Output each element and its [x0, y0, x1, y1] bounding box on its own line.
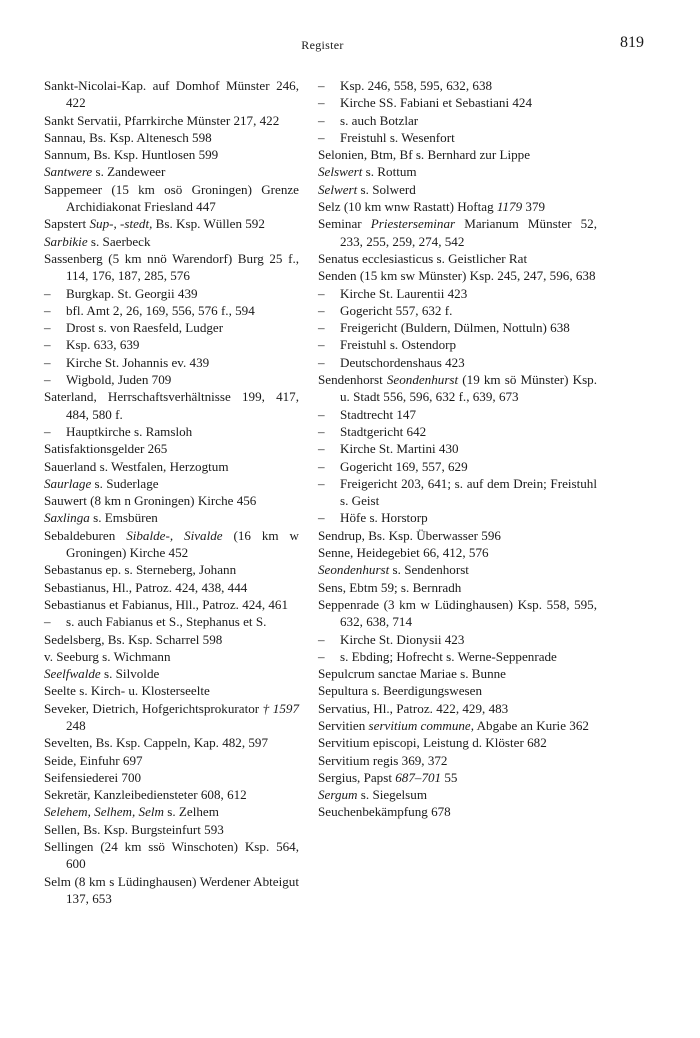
- index-subentry: [44, 354, 299, 371]
- index-entry: [44, 440, 299, 457]
- subentry-dash: –: [44, 285, 51, 301]
- entry-text: Seminar: [318, 216, 371, 232]
- index-entry: [44, 77, 299, 112]
- index-entry: [44, 181, 299, 216]
- index-subentry: [44, 302, 299, 319]
- entry-text: Freistuhl s. Ostendorp: [340, 337, 457, 353]
- index-entry: [44, 388, 299, 423]
- entry-text: Hauptkirche s. Ramsloh: [66, 423, 193, 439]
- entry-text: s. Siegelsum: [357, 787, 428, 803]
- entry-italic-text: Sarbikie: [44, 233, 88, 249]
- subentry-dash: –: [318, 423, 325, 439]
- entry-text: Höfe s. Horstorp: [340, 510, 428, 526]
- subentry-dash: –: [44, 372, 51, 388]
- index-entry: [44, 873, 299, 908]
- index-entry: [44, 561, 299, 578]
- entry-text: Drost s. von Raesfeld, Ludger: [66, 320, 224, 336]
- entry-text: Seifensiederei 700: [44, 769, 142, 785]
- entry-text: 379: [522, 199, 546, 215]
- index-entry: [318, 544, 597, 561]
- entry-italic-text: Sibalde-, Sivalde: [126, 527, 223, 543]
- entry-text: Sankt Servatii, Pfarrkirche Münster 217, 422: [44, 112, 280, 128]
- index-entry: [44, 215, 299, 232]
- entry-text: Sekretär, Kanzleibediensteter 608, 612: [44, 787, 247, 803]
- index-entry: [44, 838, 299, 873]
- index-subentry: [44, 371, 299, 388]
- subentry-dash: –: [318, 302, 325, 318]
- entry-text: Sauwert (8 km n Groningen) Kirche 456: [44, 493, 257, 509]
- entry-text: Saterland, Herrschaftsverhältnisse 199, 417, 484, 580 f.: [44, 389, 299, 422]
- entry-text: s. Ebding; Hofrecht s. Werne-Seppenrade: [340, 648, 557, 664]
- index-entry: [44, 665, 299, 682]
- index-subentry: [318, 631, 597, 648]
- entry-text: s. Silvolde: [100, 666, 160, 682]
- entry-text: Servatius, Hl., Patroz. 422, 429, 483: [318, 700, 509, 716]
- index-entry: [318, 527, 597, 544]
- entry-text: v. Seeburg s. Wichmann: [44, 648, 171, 664]
- entry-text: Sebaldeburen: [44, 527, 127, 543]
- entry-text: Sedelsberg, Bs. Ksp. Scharrel 598: [44, 631, 223, 647]
- entry-text: Senatus ecclesiasticus s. Geistlicher Rat: [318, 250, 528, 266]
- entry-text: s. Solwerd: [357, 181, 416, 197]
- index-entry: [318, 734, 597, 751]
- entry-text: Sankt-Nicolai-Kap. auf Domhof Münster 246, 422: [44, 78, 299, 111]
- index-subentry: [318, 302, 597, 319]
- index-entry: [44, 734, 299, 751]
- entry-text: Kirche SS. Fabiani et Sebastiani 424: [340, 95, 533, 111]
- entry-text: Ksp. 246, 558, 595, 632, 638: [340, 78, 493, 93]
- subentry-dash: –: [318, 112, 325, 128]
- entry-text: Burgkap. St. Georgii 439: [66, 285, 198, 301]
- index-subentry: [318, 354, 597, 371]
- subentry-dash: –: [44, 614, 51, 630]
- entry-italic-text: 1179: [496, 199, 523, 215]
- entry-text: Abgabe an Kurie 362: [474, 717, 589, 733]
- entry-italic-text: Selwert: [318, 181, 358, 197]
- entry-text: s. Suderlage: [91, 475, 159, 491]
- entry-text: Sappemeer (15 km osö Groningen) Grenze Archidiakonat Friesland 447: [44, 181, 299, 215]
- index-subentry: [44, 613, 299, 630]
- index-entry: [44, 752, 299, 769]
- index-entry: [44, 146, 299, 163]
- index-entry: [44, 821, 299, 838]
- index-entry: [318, 561, 597, 578]
- index-entry: [44, 492, 299, 509]
- entry-text: s. auch Fabianus et S., Stephanus et S.: [66, 614, 267, 630]
- index-entry: [318, 371, 597, 406]
- index-entry: [44, 769, 299, 786]
- entry-text: Sannau, Bs. Ksp. Altenesch 598: [44, 129, 212, 145]
- index-entry: [44, 631, 299, 648]
- index-subentry: [318, 406, 597, 423]
- entry-text: s. auch Botzlar: [340, 112, 419, 128]
- index-subentry: [318, 129, 597, 146]
- entry-text: Gogericht 557, 632 f.: [340, 302, 453, 318]
- index-subentry: [318, 458, 597, 475]
- index-subentry: [44, 336, 299, 353]
- index-entry: [318, 181, 597, 198]
- index-subentry: [318, 94, 597, 111]
- index-subentry: [318, 112, 597, 129]
- index-entry: [318, 579, 597, 596]
- entry-text: Seuchenbekämpfung 678: [318, 804, 451, 820]
- entry-text: Sassenberg (5 km nnö Warendorf) Burg 25 f., 114, 176, 187, 285, 576: [44, 250, 299, 284]
- entry-text: Servitium episcopi, Leistung d. Klöster 682: [318, 735, 547, 751]
- index-subentry: [318, 423, 597, 440]
- entry-italic-text: Sergum: [318, 787, 358, 803]
- entry-text: Deutschordenshaus 423: [340, 354, 465, 370]
- entry-italic-text: Seondenhurst: [318, 562, 390, 578]
- index-subentry: [318, 285, 597, 302]
- entry-text: Wigbold, Juden 709: [66, 372, 172, 388]
- entry-text: Gogericht 169, 557, 629: [340, 458, 468, 474]
- entry-text: Seelte s. Kirch- u. Klosterseelte: [44, 683, 210, 699]
- index-entry: [318, 250, 597, 267]
- subentry-dash: –: [44, 320, 51, 336]
- entry-text: Sannum, Bs. Ksp. Huntlosen 599: [44, 147, 219, 163]
- entry-text: Senne, Heidegebiet 66, 412, 576: [318, 545, 489, 561]
- entry-text: s. Emsbüren: [89, 510, 158, 526]
- subentry-dash: –: [318, 354, 325, 370]
- entry-text: Sendenhorst: [318, 372, 387, 388]
- entry-text: bfl. Amt 2, 26, 169, 556, 576 f., 594: [66, 302, 255, 318]
- entry-text: Stadtgericht 642: [340, 423, 427, 439]
- subentry-dash: –: [318, 337, 325, 353]
- index-entry: [44, 163, 299, 180]
- subentry-dash: –: [318, 475, 325, 491]
- entry-text: Marianum Münster 52, 233, 255, 259, 274, 542: [340, 216, 597, 249]
- entry-text: Kirche St. Dionysii 423: [340, 631, 465, 647]
- index-entry: [318, 682, 597, 699]
- index-column-left: [44, 77, 299, 907]
- entry-text: Freigericht 203, 641; s. auf dem Drein; Freistuhl s. Geist: [340, 475, 597, 509]
- index-entry: [44, 700, 299, 735]
- subentry-dash: –: [318, 648, 325, 664]
- index-subentry: [318, 509, 597, 526]
- subentry-dash: –: [318, 129, 325, 145]
- entry-text: Bs. Ksp. Wüllen 592: [152, 216, 265, 232]
- entry-text: Stadtrecht 147: [340, 406, 416, 422]
- entry-text: Servitium regis 369, 372: [318, 752, 448, 768]
- entry-italic-text: Saxlinga: [44, 510, 90, 526]
- subentry-dash: –: [318, 285, 325, 301]
- entry-text: s. Zandeweer: [92, 164, 166, 180]
- entry-italic-text: † 1597: [262, 700, 299, 716]
- index-subentry: [44, 423, 299, 440]
- index-entry: [318, 596, 597, 631]
- subentry-dash: –: [44, 354, 51, 370]
- index-subentry: [44, 319, 299, 336]
- index-entry: [44, 233, 299, 250]
- index-entry: [318, 769, 597, 786]
- index-entry: [318, 198, 597, 215]
- index-subentry: [318, 319, 597, 336]
- entry-text: Kirche St. Johannis ev. 439: [66, 354, 210, 370]
- entry-text: 55: [441, 769, 458, 785]
- entry-text: Kirche St. Martini 430: [340, 441, 459, 457]
- entry-text: Seveker, Dietrich, Hofgerichtsprokurator: [44, 700, 263, 716]
- entry-text: Sergius, Papst: [318, 769, 396, 785]
- index-entry: [44, 458, 299, 475]
- index-entry: [318, 163, 597, 180]
- index-entry: [44, 579, 299, 596]
- entry-italic-text: Saurlage: [44, 475, 92, 491]
- entry-text: Sens, Ebtm 59; s. Bernradh: [318, 579, 462, 595]
- entry-italic-text: Sup-, -stedt,: [89, 216, 153, 232]
- index-entry: [44, 682, 299, 699]
- entry-text: Satisfaktionsgelder 265: [44, 441, 168, 457]
- subentry-dash: –: [44, 302, 51, 318]
- entry-text: (16 km w Groningen) Kirche 452: [66, 527, 299, 561]
- index-entry: [318, 267, 597, 284]
- entry-italic-text: servitium commune,: [368, 717, 475, 733]
- index-entry: [318, 786, 597, 803]
- index-subentry: [318, 648, 597, 665]
- index-entry: [44, 509, 299, 526]
- entry-text: Sepulcrum sanctae Mariae s. Bunne: [318, 666, 506, 682]
- subentry-dash: –: [318, 458, 325, 474]
- entry-text: Selz (10 km wnw Rastatt) Hoftag: [318, 199, 497, 215]
- entry-text: Sendrup, Bs. Ksp. Überwasser 596: [318, 527, 501, 543]
- entry-text: Senden (15 km sw Münster) Ksp. 245, 247, 596, 638: [318, 268, 596, 284]
- entry-text: Sebastianus et Fabianus, Hll., Patroz. 424, 461: [44, 596, 289, 612]
- subentry-dash: –: [318, 510, 325, 526]
- index-entry: [318, 717, 597, 734]
- entry-text: Selm (8 km s Lüdinghausen) Werdener Abteigut 137, 653: [44, 873, 299, 906]
- index-entry: [318, 752, 597, 769]
- index-entry: [44, 250, 299, 285]
- index-subentry: [44, 285, 299, 302]
- index-entry: [318, 803, 597, 820]
- entry-italic-text: Seelfwalde: [44, 666, 101, 682]
- entry-text: s. Rottum: [362, 164, 417, 180]
- entry-italic-text: Seondenhurst: [386, 372, 459, 388]
- entry-text: (19 km sö Münster) Ksp. u. Stadt 556, 596, 632 f., 639, 673: [340, 372, 597, 405]
- entry-text: Sellingen (24 km ssö Winschoten) Ksp. 564, 600: [44, 839, 299, 872]
- index-entry: [318, 665, 597, 682]
- index-entry: [44, 596, 299, 613]
- entry-text: Ksp. 633, 639: [66, 337, 140, 353]
- entry-italic-text: Priesterseminar: [370, 216, 456, 232]
- entry-italic-text: Selswert: [318, 164, 363, 180]
- entry-text: Freigericht (Buldern, Dülmen, Nottuln) 638: [340, 320, 570, 336]
- entry-text: Sauerland s. Westfalen, Herzogtum: [44, 458, 229, 474]
- index-entry: [318, 146, 597, 163]
- subentry-dash: –: [318, 631, 325, 647]
- entry-text: Sepultura s. Beerdigungswesen: [318, 683, 483, 699]
- entry-italic-text: Selehem, Selhem, Selm: [44, 804, 164, 820]
- subentry-dash: –: [318, 320, 325, 336]
- index-subentry: [318, 77, 597, 94]
- entry-italic-text: Santwere: [44, 164, 93, 180]
- index-entry: [44, 786, 299, 803]
- entry-text: Sevelten, Bs. Ksp. Cappeln, Kap. 482, 597: [44, 735, 269, 751]
- entry-text: Sapstert: [44, 216, 90, 232]
- subentry-dash: –: [318, 441, 325, 457]
- running-head: Register: [301, 38, 344, 52]
- entry-text: Freistuhl s. Wesenfort: [340, 129, 455, 145]
- page-number: 819: [620, 34, 644, 51]
- index-entry: [318, 215, 597, 250]
- index-entry: [318, 700, 597, 717]
- entry-text: Kirche St. Laurentii 423: [340, 285, 468, 301]
- entry-text: Seppenrade (3 km w Lüdinghausen) Ksp. 558, 595, 632, 638, 714: [318, 596, 597, 630]
- entry-text: Selonien, Btm, Bf s. Bernhard zur Lippe: [318, 147, 531, 163]
- subentry-dash: –: [44, 423, 51, 439]
- subentry-dash: –: [318, 78, 325, 93]
- index-entry: [44, 527, 299, 562]
- entry-text: Sellen, Bs. Ksp. Burgsteinfurt 593: [44, 821, 224, 837]
- subentry-dash: –: [318, 95, 325, 111]
- entry-text: s. Saerbeck: [87, 233, 151, 249]
- index-entry: [44, 112, 299, 129]
- index-subentry: [318, 336, 597, 353]
- subentry-dash: –: [44, 337, 51, 353]
- entry-text: Sebastianus, Hl., Patroz. 424, 438, 444: [44, 579, 248, 595]
- index-entry: [44, 648, 299, 665]
- index-entry: [44, 475, 299, 492]
- index-entry: [44, 129, 299, 146]
- entry-text: Seide, Einfuhr 697: [44, 752, 143, 768]
- index-entry: [44, 803, 299, 820]
- index-subentry: [318, 440, 597, 457]
- entry-text: Servitien: [318, 717, 369, 733]
- subentry-dash: –: [318, 406, 325, 422]
- entry-italic-text: 687–701: [395, 769, 442, 785]
- index-column-right: [318, 77, 597, 821]
- index-subentry: [318, 475, 597, 510]
- entry-text: s. Zelhem: [163, 804, 219, 820]
- entry-text: 248: [66, 717, 86, 733]
- entry-text: s. Sendenhorst: [389, 562, 469, 578]
- entry-text: Sebastanus ep. s. Sterneberg, Johann: [44, 562, 237, 578]
